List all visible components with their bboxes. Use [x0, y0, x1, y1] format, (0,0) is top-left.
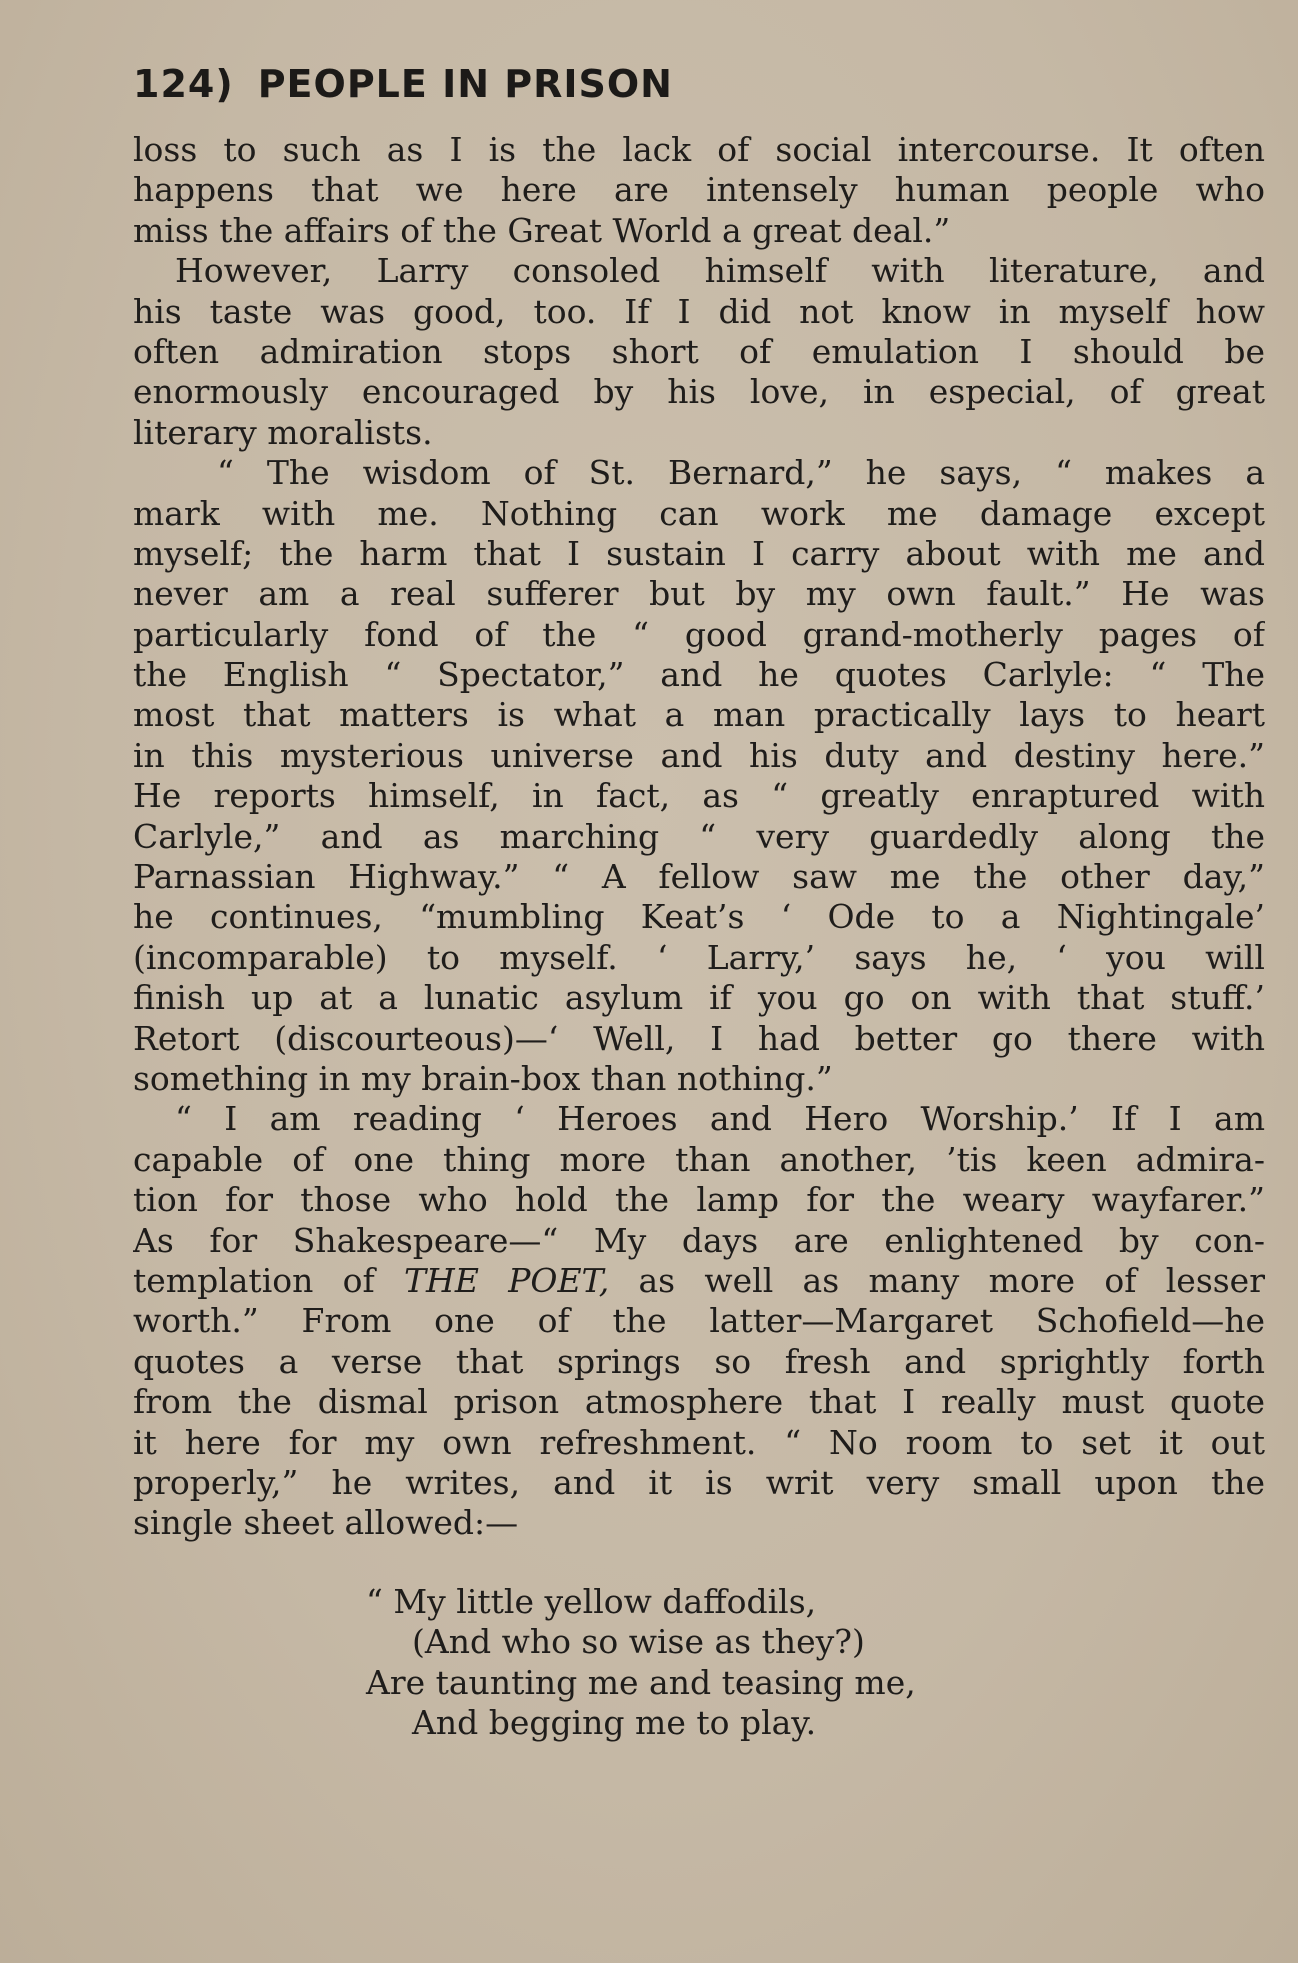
text-line: often admiration stops short of emulation I should be [133, 331, 1265, 371]
text-line: miss the affairs of the Great World a great deal.” [133, 210, 951, 250]
text-segment: templation of [133, 1260, 405, 1300]
text-line: enormously encouraged by his love, in especial, of great [133, 372, 1265, 412]
text-line: Carlyle,” and as marching “ very guardedly along the [133, 816, 1265, 856]
text-line: properly,” he writes, and it is writ very small upon the [133, 1462, 1265, 1502]
text-line: single sheet allowed:— [133, 1503, 519, 1543]
text-line: (incomparable) to myself. ‘ Larry,’ says he, ‘ you will [133, 937, 1265, 977]
text-line: literary moralists. [133, 412, 433, 452]
text-line: loss to such as I is the lack of social intercourse. It often [133, 130, 1265, 169]
text-line: Parnassian Highway.” “ A fellow saw me the other day,” [133, 857, 1265, 897]
italic-title: THE POET, [404, 1260, 610, 1300]
text-line: capable of one thing more than another, ’tis keen admira- [133, 1139, 1265, 1179]
poem-line: Are taunting me and teasing me, [366, 1662, 916, 1702]
text-line: from the dismal prison atmosphere that I really must quote [133, 1382, 1265, 1422]
text-line: never am a real sufferer but by my own fault.” He was [133, 574, 1265, 614]
poem-line: And begging me to play. [412, 1703, 817, 1743]
text-line: something in my brain-box than nothing.” [133, 1058, 833, 1098]
text-line: As for Shakespeare—“ My days are enlightened by con- [133, 1220, 1265, 1260]
text-line: “ I am reading ‘ Heroes and Hero Worship.’ If I am [175, 1099, 1265, 1139]
text-line: his taste was good, too. If I did not know in myself how [133, 291, 1265, 331]
text-line: it here for my own refreshment. “ No room to set it out [133, 1422, 1265, 1462]
text-line [133, 1261, 1265, 1301]
poem-line: “ My little yellow daffodils, [366, 1582, 817, 1621]
text-line: most that matters is what a man practically lays to heart [133, 695, 1265, 735]
text-line: “ The wisdom of St. Bernard,” he says, “ makes a [217, 453, 1265, 493]
running-title: PEOPLE IN PRISON [257, 62, 673, 106]
text-line: He reports himself, in fact, as “ greatly enraptured with [133, 776, 1265, 816]
text-line: finish up at a lunatic asylum if you go on with that stuff.’ [133, 978, 1265, 1018]
text-line: mark with me. Nothing can work me damage except [133, 493, 1265, 533]
text-line: happens that we here are intensely human people who [133, 170, 1265, 210]
text-line: the English “ Spectator,” and he quotes Carlyle: “ The [133, 655, 1265, 695]
text-line: tion for those who hold the lamp for the weary wayfarer.” [133, 1180, 1265, 1220]
text-line: myself; the harm that I sustain I carry about with me and [133, 533, 1265, 573]
text-line: Retort (discourteous)—‘ Well, I had better go there with [133, 1018, 1265, 1058]
text-segment: as well as many more of lesser [609, 1260, 1265, 1300]
text-line: worth.” From one of the latter—Margaret Schofield—he [133, 1301, 1265, 1341]
poem-line: (And who so wise as they?) [412, 1622, 865, 1662]
text-line: he continues, “mumbling Keat’s ‘ Ode to a Nightingale’ [133, 897, 1265, 937]
poem-stanza [366, 1582, 916, 1744]
body-text [133, 130, 1265, 1544]
page-header [133, 62, 673, 106]
page-number: 124) [133, 62, 234, 106]
text-line: particularly fond of the “ good grand-motherly pages of [133, 614, 1265, 654]
text-line: in this mysterious universe and his duty and destiny here.” [133, 735, 1265, 775]
text-line: However, Larry consoled himself with literature, and [175, 251, 1265, 291]
text-line: quotes a verse that springs so fresh and sprightly forth [133, 1341, 1265, 1381]
